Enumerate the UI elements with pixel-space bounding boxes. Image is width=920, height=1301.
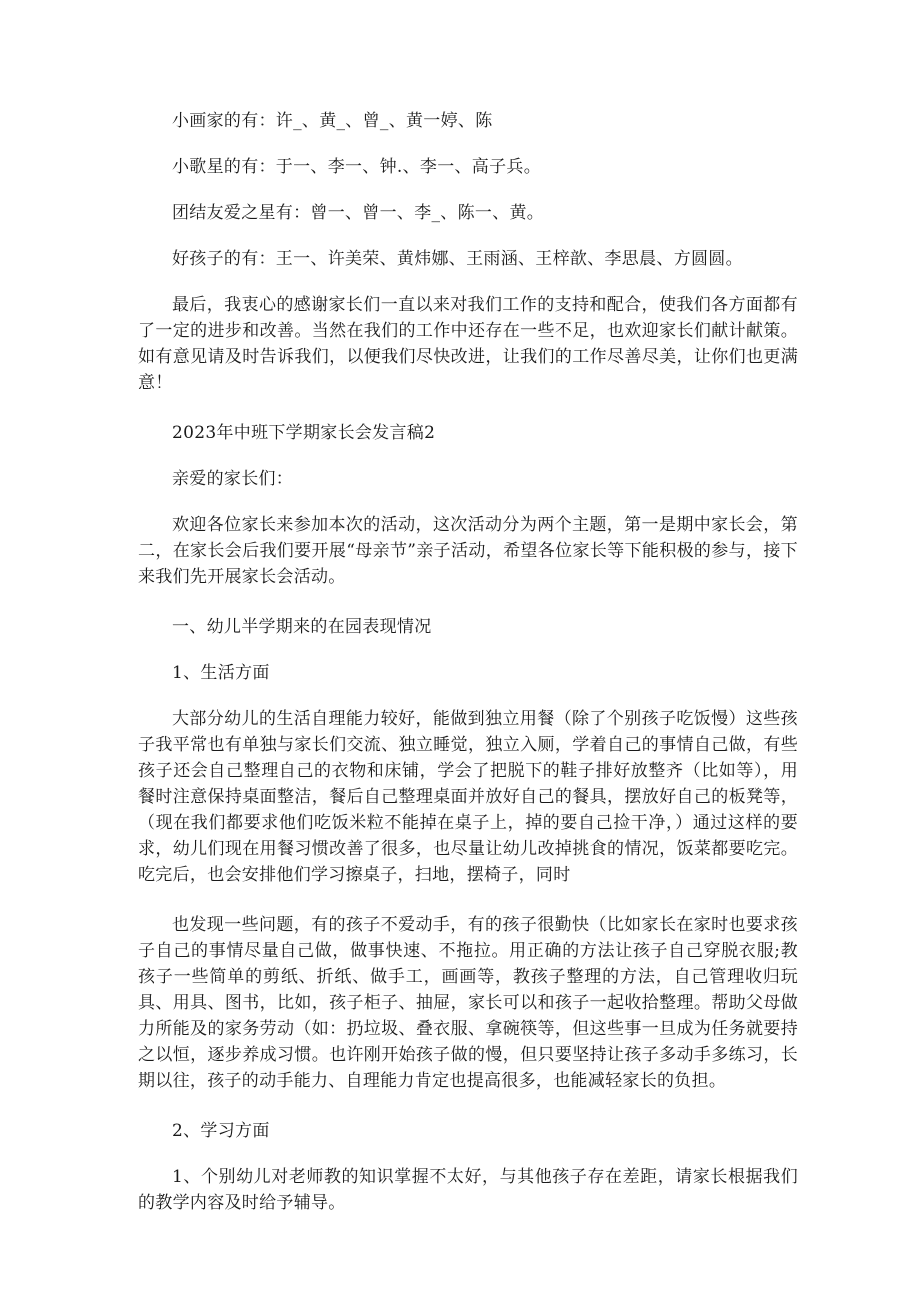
daily-life-paragraph: 大部分幼儿的生活自理能力较好，能做到独立用餐（除了个别孩子吃饭慢）这些孩子我平常也有单独与家长们交流、独立睡觉，独立入厕，学着自己的事情自己做，有些孩子还会自己整理自己的衣物和床铺，学会了把脱下的鞋子排好放整齐（比如等），用餐时注意保持桌面整洁，餐后自己整理桌面并放好自己的餐具，摆放好自己的板凳等，（现在我们都要求他们吃饭米粒不能掉在桌子上，掉的要自己捡干净，）通过这样的要求，幼儿们现在用餐习惯改善了很多，也尽量让幼儿改掉挑食的情况，饭菜都要吃完。吃完后，也会安排他们学习擦桌子，扫地，摆椅子，同时: [138, 709, 798, 885]
award-painters: 小画家的有：许_、黄_、曾_、黄一婷、陈: [172, 111, 493, 131]
heading-performance: 一、幼儿半学期来的在园表现情况: [172, 617, 432, 637]
award-good-kids: 好孩子的有：王一、许美荣、黄炜娜、王雨涵、王梓歆、李思晨、方圆圆。: [172, 249, 743, 269]
document-body: [138, 108, 798, 1240]
learning-paragraph: 1、个别幼儿对老师教的知识掌握不太好，与其他孩子存在差距，请家长根据我们的教学内容及时给予辅导。: [138, 1167, 798, 1213]
greeting: 亲爱的家长们：: [172, 469, 294, 489]
heading-daily-life: 1、生活方面: [172, 663, 270, 683]
heading-learning: 2、学习方面: [172, 1121, 270, 1141]
welcome-paragraph: 欢迎各位家长来参加本次的活动，这次活动分为两个主题，第一是期中家长会，第二，在家长会后我们要开展“母亲节”亲子活动，希望各位家长等下能积极的参与，接下来我们先开展家长会活动。: [138, 515, 798, 587]
section-title: 2023年中班下学期家长会发言稿2: [172, 423, 436, 443]
award-singers: 小歌星的有：于一、李一、钟.、李一、高子兵。: [172, 157, 542, 177]
problems-paragraph: 也发现一些问题，有的孩子不爱动手，有的孩子很勤快（比如家长在家时也要求孩子自己的事情尽量自己做，做事快速、不拖拉。用正确的方法让孩子自己穿脱衣服;教孩子一些简单的剪纸、折纸、做手工，画画等，教孩子整理的方法，自己管理收归玩具、用具、图书，比如，孩子柜子、抽屉，家长可以和孩子一起收拾整理。帮助父母做力所能及的家务劳动（如：扔垃圾、叠衣服、拿碗筷等，但这些事一旦成为任务就要持之以恒，逐步养成习惯。也许刚开始孩子做的慢，但只要坚持让孩子多动手多练习，长期以往，孩子的动手能力、自理能力肯定也提高很多，也能减轻家长的负担。: [138, 915, 798, 1091]
award-friendship-stars: 团结友爱之星有：曾一、曾一、李_、陈一、黄。: [172, 203, 545, 223]
closing-paragraph: 最后，我衷心的感谢家长们一直以来对我们工作的支持和配合，使我们各方面都有了一定的进步和改善。当然在我们的工作中还存在一些不足，也欢迎家长们献计献策。如有意见请及时告诉我们，以便我们尽快改进，让我们的工作尽善尽美，让你们也更满意！: [138, 295, 798, 393]
